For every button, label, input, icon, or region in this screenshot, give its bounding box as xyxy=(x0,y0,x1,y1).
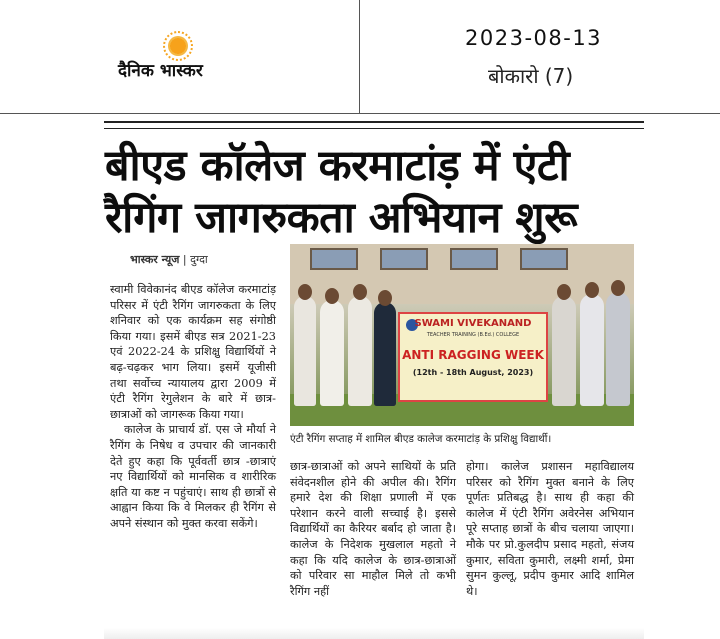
photo-person xyxy=(294,296,316,406)
photo-window xyxy=(380,248,428,270)
anti-ragging-banner xyxy=(398,312,548,402)
banner-title: ANTI RAGGING WEEK xyxy=(402,348,544,362)
newspaper-logo xyxy=(118,36,258,86)
page-header xyxy=(0,0,720,113)
article-column-3 xyxy=(466,459,634,599)
paragraph-2: कालेज के प्राचार्य डॉ. एस जे मौर्या ने रैगिंग के निषेध व उपचार की जानकारी देते हुए कहा कि पूर्ववर्ती छात्र -छात्राएं नए विद्यार्थियों को मानसिक व शारीरिक क्षति या कष्ट न पहुंचाएं। साथ ही छात्रों से आह्वान किया कि वे मिलकर ही रैगिंग से अपने संस्थान को मुक्त करवा सकेंगे। xyxy=(110,423,276,530)
banner-college-name: SWAMI VIVEKANAND xyxy=(414,318,532,329)
sun-icon xyxy=(168,36,188,56)
byline-place: दुग्दा xyxy=(190,253,208,266)
edition-label: बोकारो (7) xyxy=(488,64,574,88)
header-bottom-rule xyxy=(0,113,720,114)
banner-college-subtitle: TEACHER TRAINING (B.Ed.) COLLEGE xyxy=(426,332,520,338)
photo-window xyxy=(450,248,498,270)
article-photo xyxy=(290,244,634,426)
banner-dates: (12th - 18th August, 2023) xyxy=(412,368,534,377)
headline-rule-thin xyxy=(104,128,644,129)
photo-person xyxy=(606,292,630,406)
photo-window xyxy=(310,248,358,270)
photo-window xyxy=(520,248,568,270)
photo-person-head xyxy=(378,290,392,306)
article-column-1 xyxy=(110,282,276,532)
logo-text: दैनिक भास्कर xyxy=(118,61,203,81)
header-divider xyxy=(359,0,360,113)
next-article-cutoff xyxy=(104,620,644,639)
photo-person-head xyxy=(585,282,599,298)
byline: भास्कर न्यूज | दुग्दा xyxy=(130,253,208,266)
photo-person xyxy=(580,294,604,406)
photo-person-head xyxy=(325,288,339,304)
headline-rule-thick xyxy=(104,121,644,123)
paragraph-4: होगा। कालेज प्रशासन महाविद्यालय परिसर को रैगिंग मुक्त बनाने के लिए पूर्णतः प्रतिबद्ध है। साथ ही कहा की कालेज में एंटी रैगिंग अवेरनेस अभियान पूरे सप्ताह छात्रों के बीच चलाया जाएगा। मौके पर प्रो.कुलदीप प्रसाद महतो, संजय कुमार, सविता कुमारी, लक्ष्मी शर्मा, प्रेमा सुमन कुल्लू, प्रदीप कुमार आदि शामिल थे। xyxy=(466,460,634,598)
article-column-2 xyxy=(290,459,456,599)
photo-person xyxy=(320,300,344,406)
photo-person-head xyxy=(298,284,312,300)
photo-caption: एंटी रैगिंग सप्ताह में शामिल बीएड कालेज करमाटांड़ के प्रशिक्षु विद्यार्थी। xyxy=(290,433,552,445)
byline-source: भास्कर न्यूज xyxy=(130,253,180,266)
photo-person xyxy=(348,296,372,406)
photo-person xyxy=(374,302,396,406)
photo-person-head xyxy=(611,280,625,296)
photo-person xyxy=(552,296,576,406)
publication-date: 2023-08-13 xyxy=(465,26,603,50)
article-headline: बीएड कॉलेज करमाटांड़ में एंटी रैगिंग जागरुकता अभियान शुरू xyxy=(105,141,578,243)
photo-person-head xyxy=(353,284,367,300)
paragraph-3: छात्र-छात्राओं को अपने साथियों के प्रति संवेदनशील होने की अपील की। रैगिंग हमारे देश की शिक्षा प्रणाली में एक परेशान करने वाली सच्चाई है। इससे विद्यार्थियों का कैरियर बर्बाद हो जाता है। कालेज के निदेशक मुखलाल महतो ने कहा कि यदि कालेज के छात्र-छात्राओं को परिवार सा माहौल मिले तो कभी रैगिंग नहीं xyxy=(290,460,456,598)
photo-person-head xyxy=(557,284,571,300)
paragraph-1: स्वामी विवेकानंद बीएड कॉलेज करमाटांड़ परिसर में एंटी रैगिंग जागरुकता के लिए शनिवार को एक कार्यक्रम सह संगोष्ठी किया गया। इसमें बीएड सत्र 2021-23 एवं 2022-24 के प्रशिक्षु विद्यार्थियों ने बढ़-चढ़कर भाग लिया। इसमें यूजीसी तथा सर्वोच्च न्यायालय द्वारा 2009 में एंटी रैगिंग रेगुलेशन के बारे में छात्र-छात्राओं को जागरूक किया गया। xyxy=(110,283,276,421)
